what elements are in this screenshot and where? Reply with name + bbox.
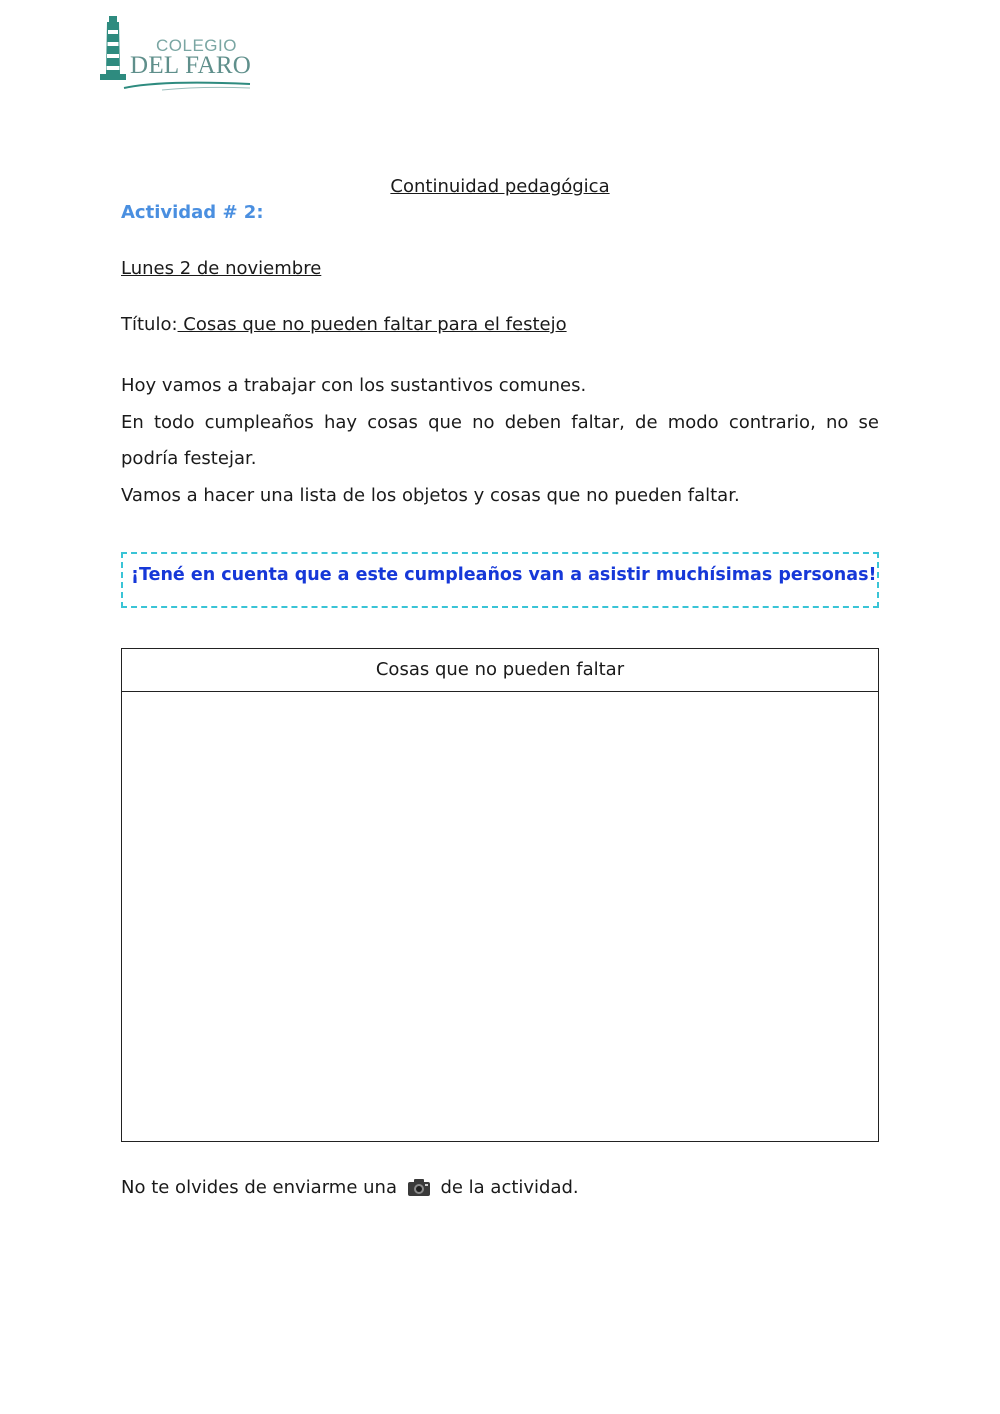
instruction-paragraph: En todo cumpleaños hay cosas que no deben faltar, de modo contrario, no se podría festejar. bbox=[121, 411, 879, 469]
answer-area[interactable] bbox=[122, 692, 878, 1142]
logo-line-2: DEL FARO bbox=[130, 52, 252, 79]
camera-icon bbox=[407, 1177, 431, 1197]
instruction-paragraph: Hoy vamos a trabajar con los sustantivos comunes. bbox=[121, 375, 587, 396]
date-line: Lunes 2 de noviembre bbox=[121, 258, 322, 279]
title-label: Título: bbox=[121, 314, 178, 335]
activity-label: Actividad # 2: bbox=[121, 202, 264, 223]
table-header: Cosas que no pueden faltar bbox=[122, 649, 878, 692]
answer-table bbox=[121, 648, 879, 1142]
callout-box bbox=[121, 552, 879, 608]
callout-text: ¡Tené en cuenta que a este cumpleaños van a asistir muchísimas personas! bbox=[131, 565, 877, 585]
instructions bbox=[121, 368, 879, 514]
instruction-paragraph: Vamos a hacer una lista de los objetos y cosas que no pueden faltar. bbox=[121, 484, 740, 506]
school-logo bbox=[98, 12, 258, 92]
page-title: Continuidad pedagógica bbox=[390, 176, 610, 197]
footer-text-before: No te olvides de enviarme una bbox=[121, 1177, 397, 1198]
logo-line-1: COLEGIO bbox=[156, 36, 237, 55]
title-line bbox=[121, 314, 567, 335]
lighthouse-icon bbox=[98, 14, 128, 86]
footer-note bbox=[121, 1177, 579, 1198]
logo-swoosh bbox=[122, 78, 252, 92]
footer-text-after: de la actividad. bbox=[440, 1177, 579, 1198]
title-value: Cosas que no pueden faltar para el festejo bbox=[177, 314, 567, 335]
